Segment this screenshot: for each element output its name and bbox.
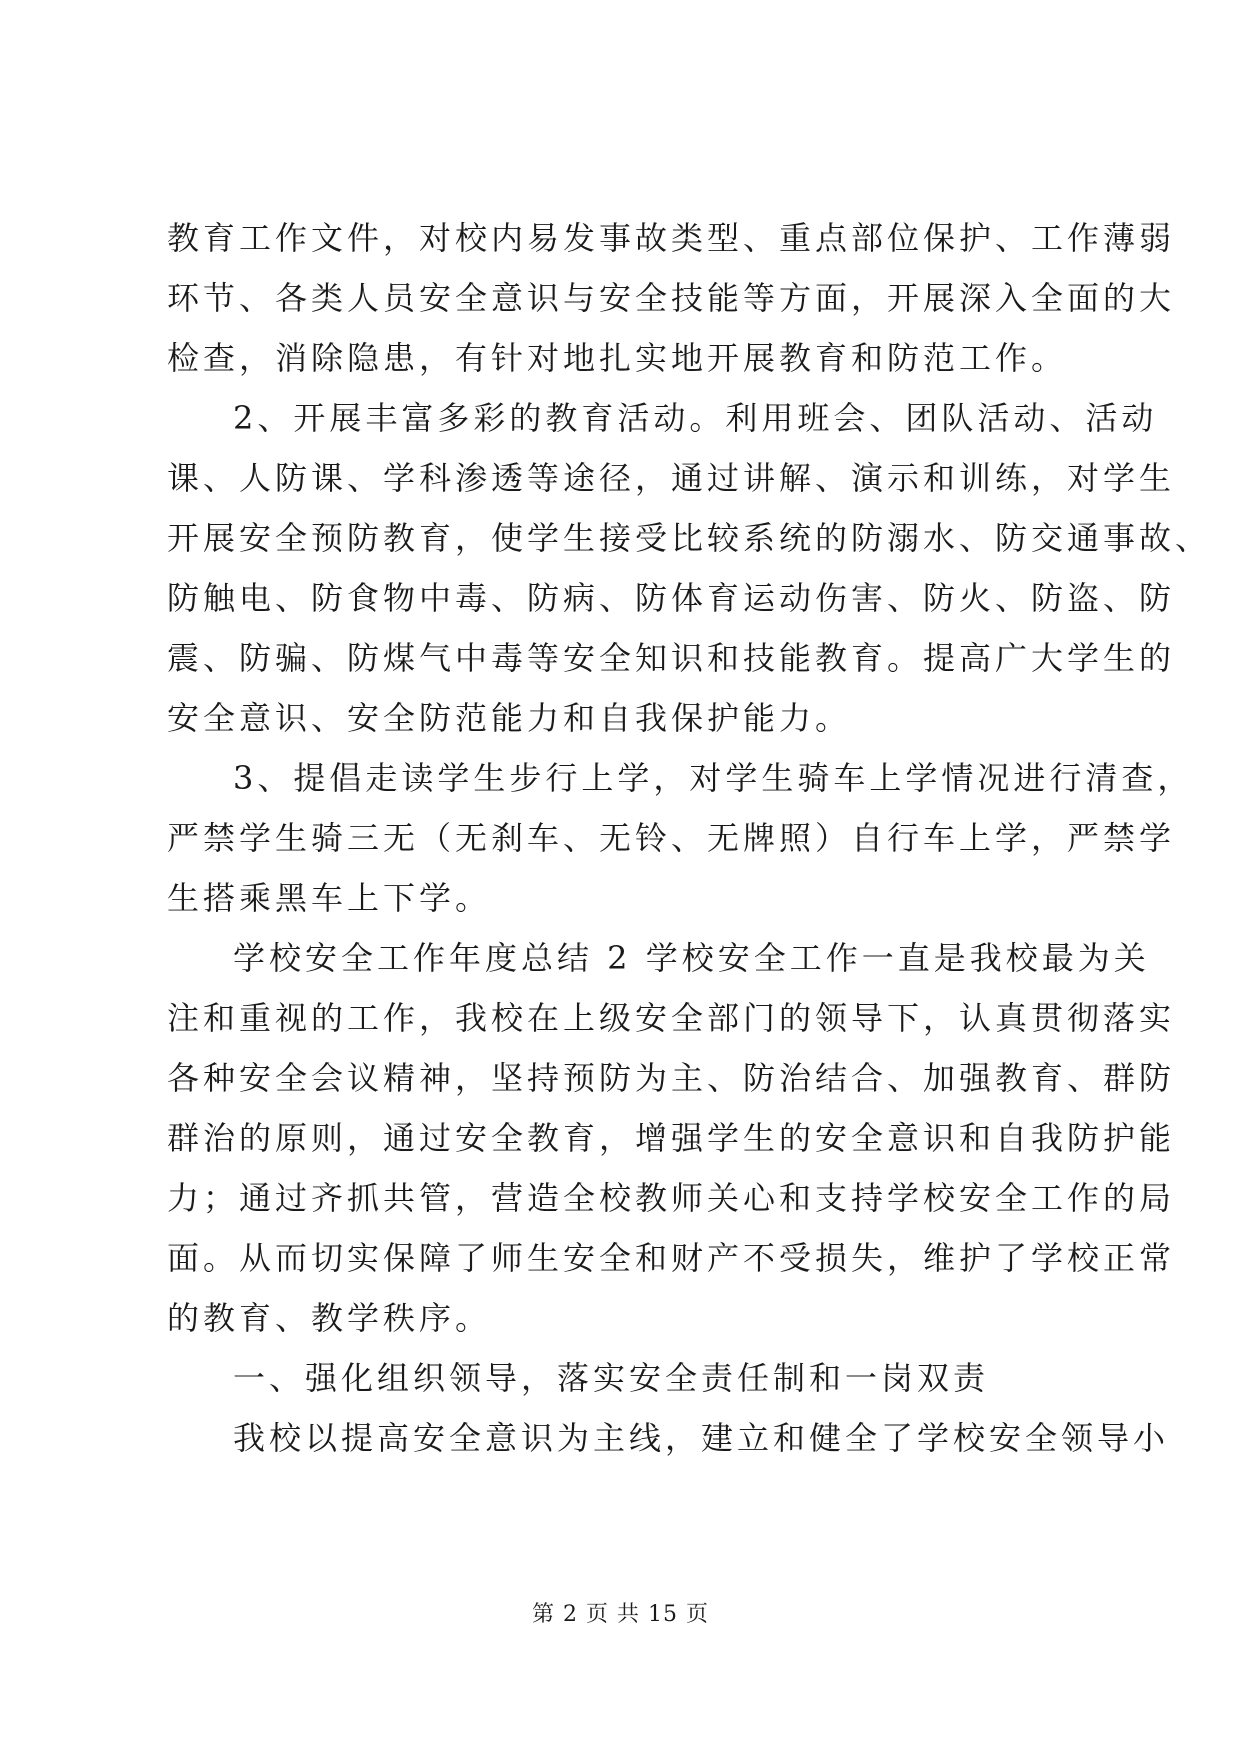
text-line: 力；通过齐抓共管，营造全校教师关心和支持学校安全工作的局	[167, 1179, 1176, 1217]
text-line: 防触电、防食物中毒、防病、防体育运动伤害、防火、防盗、防	[167, 579, 1176, 617]
text-line: 各种安全会议精神，坚持预防为主、防治结合、加强教育、群防	[167, 1059, 1176, 1097]
text-line: 检查，消除隐患，有针对地扎实地开展教育和防范工作。	[167, 339, 1068, 377]
text-line: 课、人防课、学科渗透等途径，通过讲解、演示和训练，对学生	[167, 459, 1176, 497]
section-heading	[167, 1348, 1077, 1408]
paragraph	[167, 1408, 1170, 1468]
text-line: 教育工作文件，对校内易发事故类型、重点部位保护、工作薄弱	[167, 219, 1176, 257]
text-line: 严禁学生骑三无（无刹车、无铃、无牌照）自行车上学，严禁学	[167, 819, 1176, 857]
text-line: 一、强化组织领导，落实安全责任制和一岗双责	[233, 1359, 990, 1397]
paragraph	[167, 748, 1194, 928]
text-line: 开展安全预防教育，使学生接受比较系统的防溺水、防交通事故、	[167, 519, 1212, 557]
paragraph	[167, 208, 1176, 388]
text-line: 学校安全工作年度总结 2 学校安全工作一直是我校最为关	[233, 939, 1150, 977]
text-line: 环节、各类人员安全意识与安全技能等方面，开展深入全面的大	[167, 279, 1176, 317]
text-line: 安全意识、安全防范能力和自我保护能力。	[167, 699, 852, 737]
text-line: 震、防骗、防煤气中毒等安全知识和技能教育。提高广大学生的	[167, 639, 1176, 677]
text-line: 我校以提高安全意识为主线，建立和健全了学校安全领导小	[233, 1419, 1170, 1457]
paragraph	[167, 928, 1176, 1348]
text-line: 的教育、教学秩序。	[167, 1299, 492, 1337]
page-number-footer: 第 2 页 共 15 页	[532, 1602, 709, 1627]
text-line: 生搭乘黑车上下学。	[167, 879, 492, 917]
text-line: 群治的原则，通过安全教育，增强学生的安全意识和自我防护能	[167, 1119, 1176, 1157]
text-line: 面。从而切实保障了师生安全和财产不受损失，维护了学校正常	[167, 1239, 1176, 1277]
document-body	[167, 208, 1212, 1468]
text-line: 注和重视的工作，我校在上级安全部门的领导下，认真贯彻落实	[167, 999, 1176, 1037]
paragraph	[167, 388, 1212, 748]
text-line: 3、提倡走读学生步行上学，对学生骑车上学情况进行清查，	[233, 759, 1194, 797]
text-line: 2、开展丰富多彩的教育活动。利用班会、团队活动、活动	[233, 399, 1158, 437]
